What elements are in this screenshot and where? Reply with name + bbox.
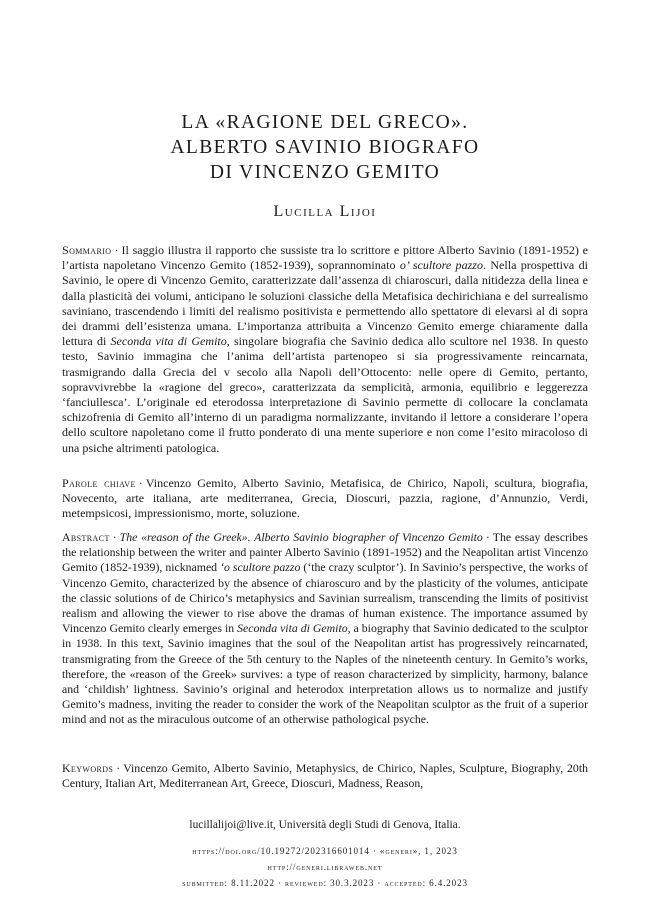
author-affiliation: lucillalijoi@live.it, Università degli Studi di Genova, Italia. xyxy=(189,819,461,831)
sommario-italic-b: Seconda vita di Gemito xyxy=(110,334,227,349)
abstract-separator-2: · xyxy=(485,530,490,544)
sommario-label: Sommario xyxy=(62,243,112,257)
parole-text: Vincenzo Gemito, Alberto Savinio, Metafisica, de Chirico, Napoli, scultura, biografia, Novecento, arte italiana, arte mediterranea, Grecia, Dioscuri, pazzia, ragione, d’Annunzio, Verdi, metempsicosi, impressionismo, morte, soluzione. xyxy=(62,476,589,521)
sommario-separator: · xyxy=(114,243,119,257)
title-line-2: ALBERTO SAVINIO BIOGRAFO xyxy=(170,137,480,158)
sommario-text-a: Il saggio illustra il rapporto che sussiste tra lo scrittore e pittore Alberto Savinio (1891-1952) e l’artista napoletano Vincenzo Gemito (1852-1939), soprannominato xyxy=(62,243,588,273)
abstract-english-title: The «reason of the Greek». Alberto Savinio biographer of Vincenzo Gemito xyxy=(119,530,483,544)
title-line-3: DI VINCENZO GEMITO xyxy=(209,162,441,183)
abstract-paragraph xyxy=(62,530,588,728)
abstract-text-b: (‘the crazy sculptor’). In Savinio’s perspective, the works of Vincenzo Gemito, characterized by the absence of chiaroscuro and by the plasticity of the volumes, anticipate the classic solutions of de Chirico’s metaphysics and Savinian surrealism, transcending the limits of positivist realism and allowing the viewer to rise above the dramas of human existence. The importance assumed by Vincenzo Gemito clearly emerges in xyxy=(62,560,588,636)
sommario-text-b: . Nella prospettiva di Savinio, le opere di Vincenzo Gemito, caratterizzate dall’assenza di chiaroscuri, dalla nitidezza della linea e dalla plasticità dei volumi, anticipano le soluzioni classiche della Metafisica dechirichiana e del surrealismo saviniano, trascendendo i limiti del realismo positivista e permettendo allo spettatore di elevarsi al di sopra dei drammi dell’esistenza umana. L’importanza attribuita a Vincenzo Gemito emerge chiaramente dalla lettura di xyxy=(62,258,588,349)
sommario-text-c: , singolare biografia che Savinio dedica allo scultore nel 1938. In questo testo, Savinio immagina che l’anima dell’artista partenopeo si sia progressivamente reincarnata, trasmigrando dalla Grecia del v secolo alla Napoli dell’Ottocento: nelle opere di Gemito, pertanto, sopravvivrebbe la «ragione del greco», caratterizzata da semplicità, armonia, equilibrio e leggerezza ‘fanciullesca’. L’originale ed eterodossa interpretazione di Savinio permette di collocare la conclamata schizofrenia di Gemito all’interno di un paradigma normalizzante, invitando il lettore a considerare l’opera dello scultore napoletano come il frutto ponderato di una mente superiore e non come l’esito miracoloso di una psiche altrimenti patologica. xyxy=(62,334,588,455)
abstract-text-c: , a biography that Savinio dedicated to the sculptor in 1938. In this text, Savinio imagines that the soul of the Neapolitan artist has progressively reincarnated, transmigrating from the Greece of the 5th century to the Naples of the nineteenth century. In Gemito’s works, therefore, the «reason of the Greek» survives: a type of reason characterized by simplicity, harmony, balance and ‘childish’ lightness. Savinio’s original and heterodox interpretation allows us to normalize and justify Gemito’s madness, inviting the reader to consider the work of the Neapolitan sculptor as the fruit of a superior mind and not as the miraculous outcome of an otherwise pathological psyche. xyxy=(62,621,588,727)
keywords-label: Keywords xyxy=(62,761,114,775)
author-name: Lucilla Lijoi xyxy=(273,203,377,220)
journal-website: http://generi.libraweb.net xyxy=(267,862,383,872)
parole-label: Parole chiave xyxy=(62,476,136,490)
abstract-italic-a: ‘o scultore pazzo xyxy=(220,560,301,575)
parole-chiave-paragraph xyxy=(62,476,588,522)
submission-dates: submitted: 8.11.2022 · reviewed: 30.3.2023 · accepted: 6.4.2023 xyxy=(182,878,468,888)
article-title xyxy=(0,110,650,185)
abstract-separator: · xyxy=(112,530,117,544)
keywords-separator: · xyxy=(116,761,121,775)
sommario-italic-a: o’ scultore pazzo xyxy=(399,258,483,273)
parole-separator: · xyxy=(138,476,143,490)
sommario-paragraph xyxy=(62,243,588,456)
doi-line: https://doi.org/10.19272/202316601014 · «generi», 1, 2023 xyxy=(192,846,458,856)
keywords-text: Vincenzo Gemito, Alberto Savinio, Metaphysics, de Chirico, Naples, Sculpture, Biography, 20th Century, Italian Art, Mediterranean Art, Greece, Dioscuri, Madness, Reason, xyxy=(62,761,588,791)
title-line-1: LA «RAGIONE DEL GRECO». xyxy=(181,112,469,133)
abstract-text-a: The essay describes the relationship between the writer and painter Alberto Savinio (1891-1952) and the Neapolitan artist Vincenzo Gemito (1852-1939), nicknamed xyxy=(62,530,588,575)
abstract-label: Abstract xyxy=(62,530,110,544)
abstract-italic-b: Seconda vita di Gemito xyxy=(237,621,348,636)
keywords-paragraph xyxy=(62,761,588,791)
